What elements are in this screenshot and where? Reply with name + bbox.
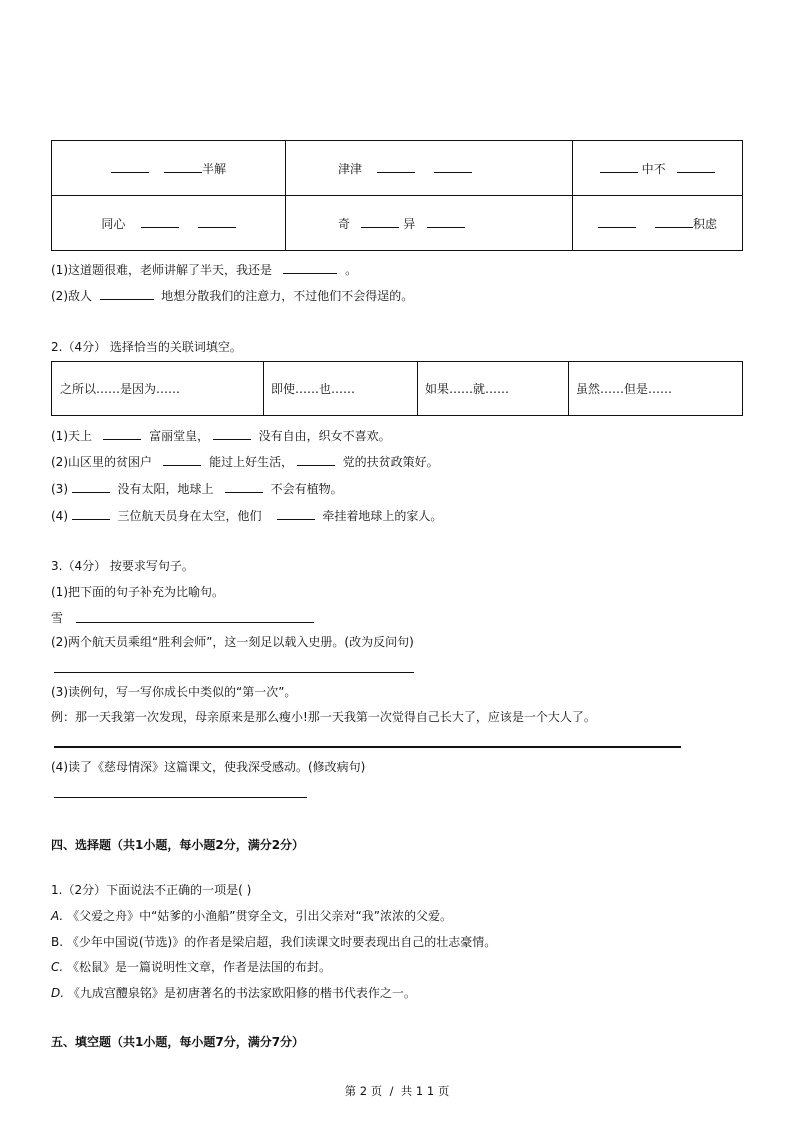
question-text: (3)读例句，写一写你成长中类似的“第一次”。 (51, 685, 297, 699)
blank[interactable] (198, 215, 236, 228)
blank[interactable] (434, 160, 472, 173)
question-title: 1.（2分）下面说法不正确的一项是( ) (51, 883, 252, 897)
blank[interactable] (361, 215, 399, 228)
choice-letter: A. (51, 909, 64, 923)
question-line (51, 453, 439, 470)
question-text: 能过上好生活， (209, 455, 294, 469)
blank[interactable] (283, 261, 337, 274)
choice-letter: D. (51, 986, 65, 1000)
blank[interactable] (103, 427, 141, 440)
question-text: (1)把下面的句子补充为比喻句。 (51, 585, 224, 599)
question-text: (2)两个航天员乘组“胜利会师”，这一刻足以载入史册。(改为反问句) (51, 635, 414, 649)
choice-option[interactable] (51, 907, 452, 924)
idiom-text: 津津 (338, 161, 363, 176)
idiom-cell (286, 196, 573, 251)
blank[interactable] (141, 215, 179, 228)
section-heading: 五、填空题（共1小题，每小题7分，满分7分） (51, 1035, 305, 1049)
blank[interactable] (655, 215, 693, 228)
idiom-text: 异 (403, 216, 416, 231)
blank[interactable] (677, 160, 715, 173)
blank[interactable] (297, 453, 335, 466)
question-text: (4) (51, 509, 68, 523)
blank[interactable] (377, 160, 415, 173)
question-text: 雪 (51, 611, 64, 625)
idiom-text: 奇 (338, 216, 351, 231)
answer-line[interactable] (76, 622, 314, 623)
idiom-cell (573, 141, 743, 196)
page-number: 第 2 页 / 共 1 1 页 (344, 1084, 450, 1098)
question-line (51, 507, 442, 524)
idiom-cell (286, 141, 573, 196)
blank[interactable] (100, 287, 154, 300)
question-text: 三位航天员身在太空，他们 (117, 509, 262, 523)
blank[interactable] (72, 507, 110, 520)
blank[interactable] (225, 480, 263, 493)
choice-option[interactable] (51, 933, 496, 950)
question-text: 党的扶贫政策好。 (342, 455, 439, 469)
question-text: (4)读了《慈母情深》这篇课文，使我深受感动。(修改病句) (51, 760, 366, 774)
section-heading: 四、选择题（共1小题，每小题2分，满分2分） (51, 838, 305, 852)
question-text: 没有自由，织女不喜欢。 (258, 429, 391, 443)
idiom-text: 积虑 (693, 216, 718, 231)
blank[interactable] (600, 160, 638, 173)
blank[interactable] (598, 215, 636, 228)
answer-line[interactable] (54, 672, 414, 673)
example-text: 例：那一天我第一次发现，母亲原来是那么瘦小!那一天我第一次觉得自己长大了，应该是一个大人了。 (51, 710, 596, 724)
question-text: (2)山区里的贫困户 (51, 455, 152, 469)
choice-text: 《少年中国说(节选)》的作者是梁启超，我们读课文时要表现出自己的壮志豪情。 (66, 935, 497, 949)
conjunction-option: 虽然……但是…… (569, 362, 743, 416)
blank[interactable] (213, 427, 251, 440)
question-text: 不会有植物。 (270, 482, 343, 496)
question-text: 。 (345, 263, 358, 277)
question-text: 富丽堂皇， (149, 429, 210, 443)
idiom-cell (52, 141, 286, 196)
blank[interactable] (427, 215, 465, 228)
conjunction-option: 如果……就…… (418, 362, 569, 416)
conjunction-table (51, 361, 743, 416)
conjunction-option: 即使……也…… (264, 362, 418, 416)
blank[interactable] (163, 453, 201, 466)
choice-option[interactable] (51, 958, 331, 975)
idiom-cell (573, 196, 743, 251)
idiom-text: 半解 (202, 161, 227, 176)
question-text: (1)天上 (51, 429, 92, 443)
idiom-table (51, 140, 743, 251)
question-line (51, 287, 413, 304)
question-text: 地想分散我们的注意力，不过他们不会得逞的。 (161, 289, 414, 303)
choice-letter: C. (51, 960, 64, 974)
idiom-cell (52, 196, 286, 251)
choice-text: 《父爱之舟》中“姑爹的小渔船”贯穿全文，引出父亲对“我”浓浓的父爱。 (67, 909, 452, 923)
question-title: 3.（4分） 按要求写句子。 (51, 559, 194, 573)
answer-line[interactable] (54, 797, 307, 798)
blank[interactable] (277, 507, 315, 520)
choice-option[interactable] (51, 984, 416, 1001)
question-line (51, 261, 357, 278)
question-text: (3) (51, 482, 68, 496)
question-line (51, 427, 391, 444)
idiom-text: 中不 (641, 161, 666, 176)
idiom-text: 同心 (101, 216, 126, 231)
choice-text: 《松鼠》是一篇说明性文章，作者是法国的布封。 (67, 960, 332, 974)
blank[interactable] (164, 160, 202, 173)
choice-letter: B. (51, 935, 64, 949)
choice-text: 《九成宫醴泉铭》是初唐著名的书法家欧阳修的楷书代表作之一。 (67, 986, 416, 1000)
question-text: 没有太阳，地球上 (117, 482, 214, 496)
question-line (51, 480, 343, 497)
question-text: (2)敌人 (51, 289, 92, 303)
question-text: (1)这道题很难，老师讲解了半天，我还是 (51, 263, 272, 277)
conjunction-option: 之所以……是因为…… (52, 362, 264, 416)
question-text: 牵挂着地球上的家人。 (322, 509, 443, 523)
answer-line[interactable] (54, 746, 681, 748)
blank[interactable] (111, 160, 149, 173)
blank[interactable] (72, 480, 110, 493)
question-title: 2.（4分） 选择恰当的关联词填空。 (51, 340, 242, 354)
